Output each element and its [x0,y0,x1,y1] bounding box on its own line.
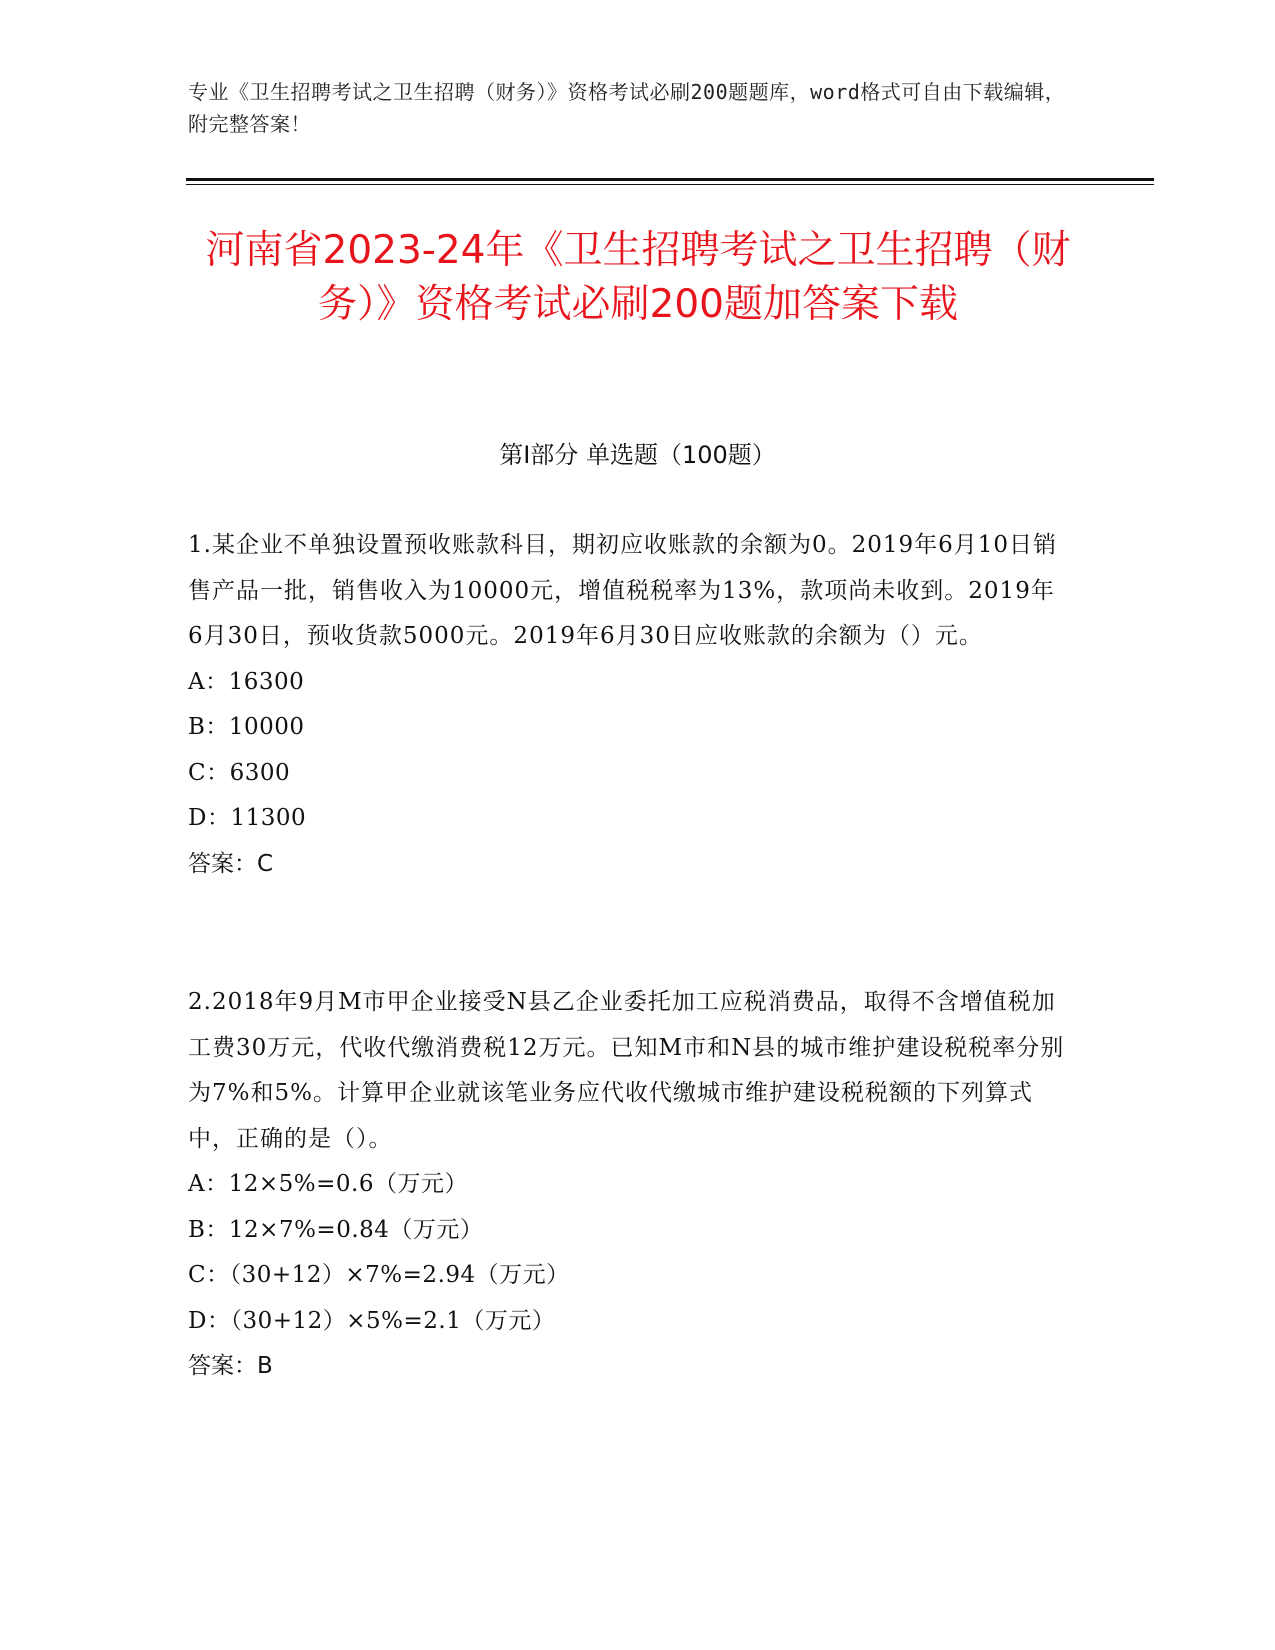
question-text: 2.2018年9月M市甲企业接受N县乙企业委托加工应税消费品，取得不含增值税加工费30万元，代收代缴消费税12万元。已知M市和N县的城市维护建设税税率分别为7%和5%。计算甲企业就该笔业务应代收代缴城市维护建设税税额的下列算式中，正确的是（）。 [188,989,1065,1152]
section-heading: 第I部分 单选题（100题） [499,441,776,469]
option-d: D：11300 [188,805,307,831]
question-text: 1.某企业不单独设置预收账款科目，期初应收账款的余额为0。2019年6月10日销售产品一批，销售收入为10000元，增值税税率为13%，款项尚未收到。2019年6月30日，预收货款5000元。2019年6月30日应收账款的余额为（）元。 [188,532,1058,649]
option-d: D：（30+12）×5%=2.1（万元） [188,1307,556,1334]
question-2 [188,980,1068,1390]
option-c: C：6300 [188,759,291,786]
option-a: A：12×5%=0.6（万元） [188,1171,468,1197]
document-title: 河南省2023-24年《卫生招聘考试之卫生招聘（财务）》资格考试必刷200题加答案下载 [205,228,1071,327]
option-b: B：12×7%=0.84（万元） [188,1216,484,1243]
option-c: C：（30+12）×7%=2.94（万元） [188,1262,570,1288]
answer-line: 答案：B [188,1353,273,1379]
header-note: 专业《卫生招聘考试之卫生招聘（财务）》资格考试必刷200题题库，word格式可自由下载编辑，附完整答案！ [188,80,1066,136]
option-a: A：16300 [188,668,305,695]
header-divider-thin [186,184,1154,185]
answer-line: 答案：C [188,850,274,877]
option-b: B：10000 [188,714,305,740]
question-1 [188,523,1068,887]
header-divider-thick [186,178,1154,181]
